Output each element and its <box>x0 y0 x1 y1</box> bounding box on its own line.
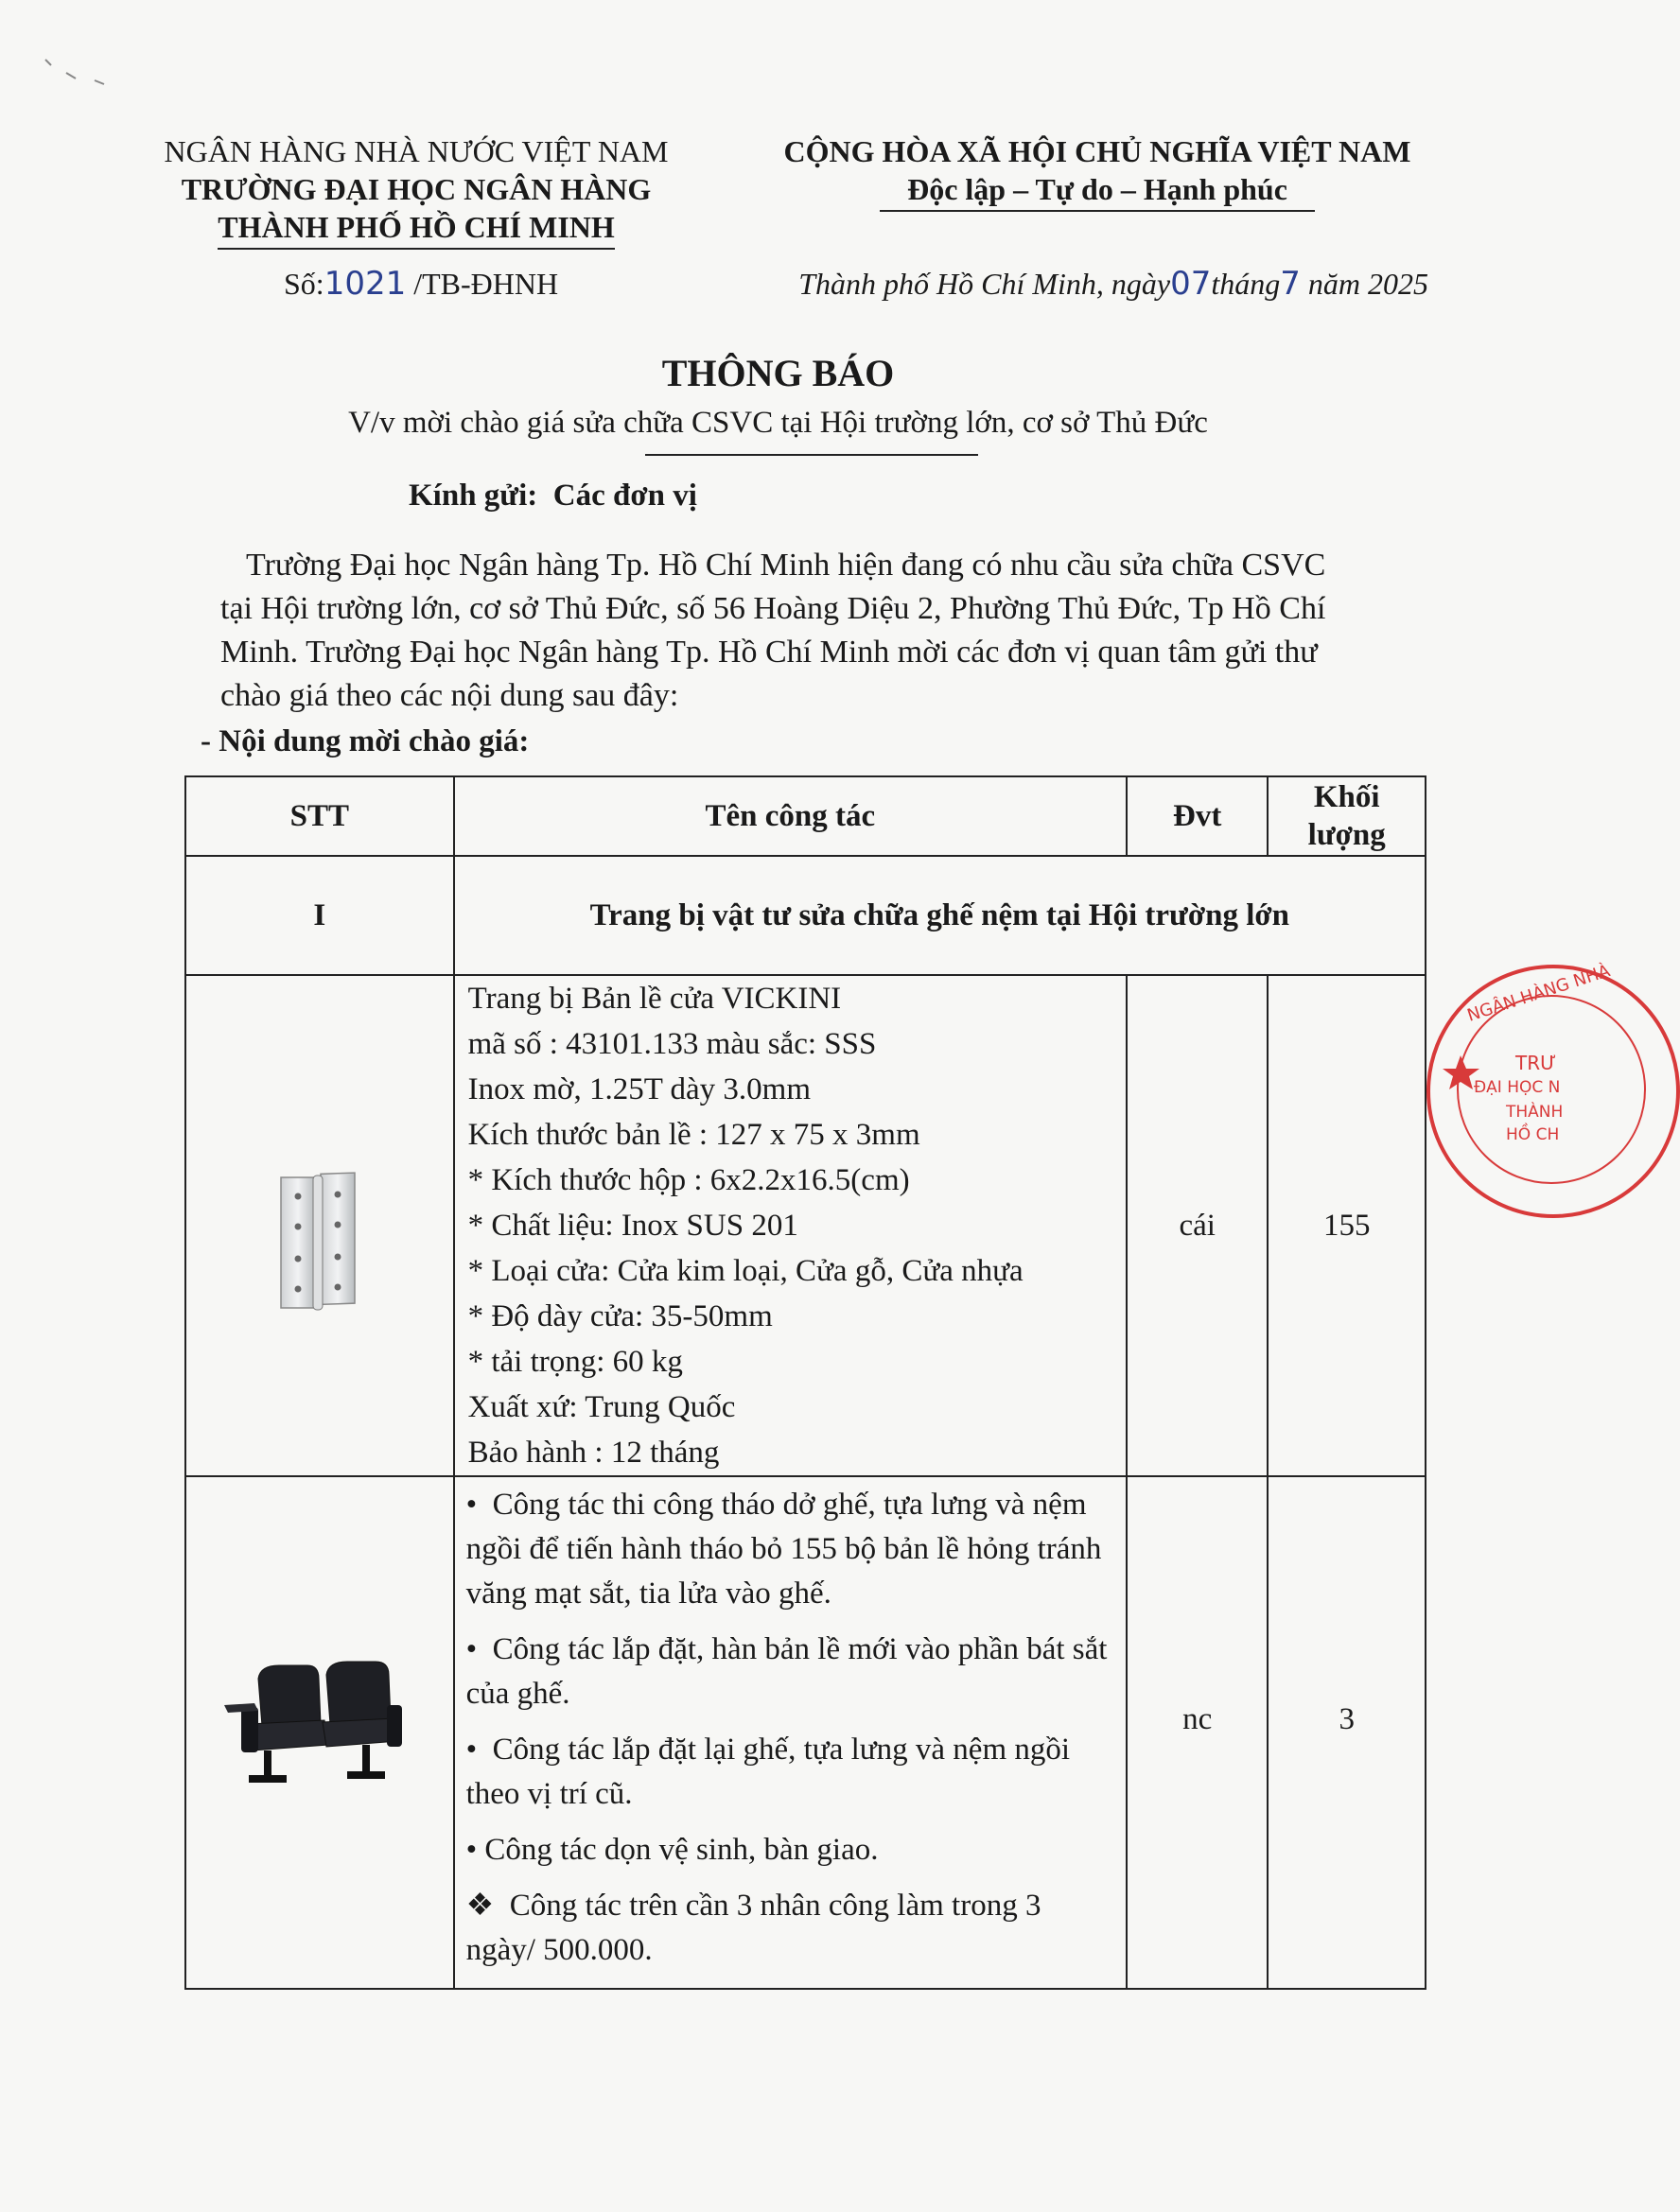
motto: Độc lập – Tự do – Hạnh phúc <box>907 172 1287 206</box>
scan-mark <box>38 52 114 90</box>
recipient-label: Kính gửi: <box>409 479 538 513</box>
intro-line: Minh. Trường Đại học Ngân hàng Tp. Hồ Chí Minh mời các đơn vị quan tâm gửi thư <box>220 635 1318 670</box>
motto-underline <box>880 210 1315 212</box>
doc-no-handwritten: 1021 <box>324 265 407 303</box>
scan-speck-icon <box>38 52 114 90</box>
header-qty-line-2: lượng <box>1307 818 1386 852</box>
chair-icon <box>220 1650 419 1792</box>
quotation-table <box>184 775 1426 1990</box>
table-header-row <box>185 776 1426 856</box>
country-name: CỘNG HÒA XÃ HỘI CHỦ NGHĨA VIỆT NAM <box>783 134 1411 168</box>
date-day: 07 <box>1170 265 1212 303</box>
group-stt: I <box>185 856 454 975</box>
seal-line-4: HỒ CH <box>1506 1125 1560 1144</box>
intro-line: chào giá theo các nội dung sau đây: <box>220 678 679 713</box>
date-month-label: tháng <box>1211 267 1281 301</box>
row-image-cell <box>185 1476 454 1989</box>
spec-line: Trang bị Bản lề cửa VICKINI <box>467 982 842 1016</box>
work-bullet-text: Công tác dọn vệ sinh, bàn giao. <box>484 1833 879 1867</box>
seal-line-1: TRƯ <box>1515 1052 1557 1074</box>
doc-no-prefix: Số: <box>284 267 324 301</box>
work-bullet <box>466 1628 1114 1716</box>
document-date <box>757 265 1428 303</box>
date-month: 7 <box>1280 265 1301 303</box>
diamond-bullet-icon: ❖ <box>465 1889 510 1923</box>
work-bullet-text: Công tác lắp đặt lại ghế, tựa lưng và nệm ngồi theo vị trí cũ. <box>465 1733 1071 1811</box>
header-quantity <box>1268 776 1426 856</box>
hinge-spec-cell <box>454 975 1127 1476</box>
group-title: Trang bị vật tư sửa chữa ghế nệm tại Hội trường lớn <box>454 856 1426 975</box>
spec-line: * Chất liệu: Inox SUS 201 <box>467 1209 798 1243</box>
section-heading: - Nội dung mời chào giá: <box>201 724 530 758</box>
seal-line-3: THÀNH <box>1506 1103 1564 1122</box>
seal-arc-text: NGÂN HÀNG NHÀ <box>1464 961 1613 1026</box>
work-bullet <box>466 1728 1114 1817</box>
document-number <box>284 265 558 303</box>
spec-line: mã số : 43101.133 màu sắc: SSS <box>467 1027 877 1061</box>
issuer-line-3: THÀNH PHỐ HỒ CHÍ MINH <box>218 210 615 244</box>
bullet-dot-icon: • <box>465 1632 493 1666</box>
header-task-name: Tên công tác <box>454 776 1127 856</box>
subtitle-underline <box>645 454 978 456</box>
bullet-dot-icon: • <box>465 1833 485 1867</box>
header-stt: STT <box>185 776 454 856</box>
spec-line: * tải trọng: 60 kg <box>467 1345 683 1379</box>
spec-line: Kích thước bản lề : 127 x 75 x 3mm <box>467 1118 920 1152</box>
row-unit: cái <box>1127 975 1268 1476</box>
issuer-underline <box>218 248 615 250</box>
recipient <box>409 475 697 516</box>
recipient-name: Các đơn vị <box>552 479 697 513</box>
row-unit: nc <box>1127 1476 1268 1989</box>
spec-line: Bảo hành : 12 tháng <box>467 1436 720 1470</box>
date-year: năm 2025 <box>1307 267 1428 301</box>
date-prefix: Thành phố Hồ Chí Minh, ngày <box>798 267 1171 301</box>
work-description-cell <box>454 1476 1127 1989</box>
bullet-dot-icon: • <box>465 1488 493 1522</box>
intro-line: Trường Đại học Ngân hàng Tp. Hồ Chí Minh hiện đang có nhu cầu sửa chữa CSVC <box>246 548 1326 583</box>
table-row <box>185 975 1426 1476</box>
issuer-line-1: NGÂN HÀNG NHÀ NƯỚC VIỆT NAM <box>164 134 669 168</box>
work-note-text: Công tác trên cần 3 nhân công làm trong 3 ngày/ 500.000. <box>465 1889 1041 1967</box>
issuer-line-2: TRƯỜNG ĐẠI HỌC NGÂN HÀNG <box>181 172 652 206</box>
notice-title: THÔNG BÁO <box>661 352 895 394</box>
work-note <box>466 1884 1114 1973</box>
spec-line: * Kích thước hộp : 6x2.2x16.5(cm) <box>467 1163 910 1197</box>
official-seal <box>1426 961 1680 1218</box>
work-bullet <box>466 1828 1114 1872</box>
header-unit: Đvt <box>1127 776 1268 856</box>
bullet-dot-icon: • <box>465 1733 493 1767</box>
intro-paragraph <box>220 544 1431 718</box>
door-hinge-icon <box>277 1172 362 1314</box>
spec-line: Inox mờ, 1.25T dày 3.0mm <box>467 1072 811 1106</box>
issuer-block <box>132 132 700 250</box>
work-bullet-text: Công tác thi công tháo dở ghế, tựa lưng và nệm ngồi để tiến hành tháo bỏ 155 bộ bản lề hỏng tránh văng mạt sắt, tia lửa vào ghế. <box>465 1488 1102 1611</box>
work-bullet-text: Công tác lắp đặt, hàn bản lề mới vào phần bát sắt của ghế. <box>465 1632 1108 1711</box>
row-quantity: 155 <box>1268 975 1426 1476</box>
spec-line: Xuất xứ: Trung Quốc <box>467 1390 736 1424</box>
row-image-cell <box>185 975 454 1476</box>
spec-line: * Độ dày cửa: 35-50mm <box>467 1299 773 1333</box>
work-bullet <box>466 1483 1114 1616</box>
seal-line-2: ĐẠI HỌC N <box>1474 1078 1561 1097</box>
intro-line: tại Hội trường lớn, cơ sở Thủ Đức, số 56 Hoàng Diệu 2, Phường Thủ Đức, Tp Hồ Chí <box>220 591 1326 626</box>
notice-subtitle: V/v mời chào giá sửa chữa CSVC tại Hội trường lớn, cơ sở Thủ Đức <box>348 406 1208 440</box>
row-quantity: 3 <box>1268 1476 1426 1989</box>
spec-line: * Loại cửa: Cửa kim loại, Cửa gỗ, Cửa nhựa <box>467 1254 1024 1288</box>
group-row <box>185 856 1426 975</box>
table-row <box>185 1476 1426 1989</box>
header-qty-line-1: Khối <box>1313 780 1380 814</box>
doc-no-suffix: /TB-ĐHNH <box>413 267 559 301</box>
country-block <box>747 132 1447 212</box>
